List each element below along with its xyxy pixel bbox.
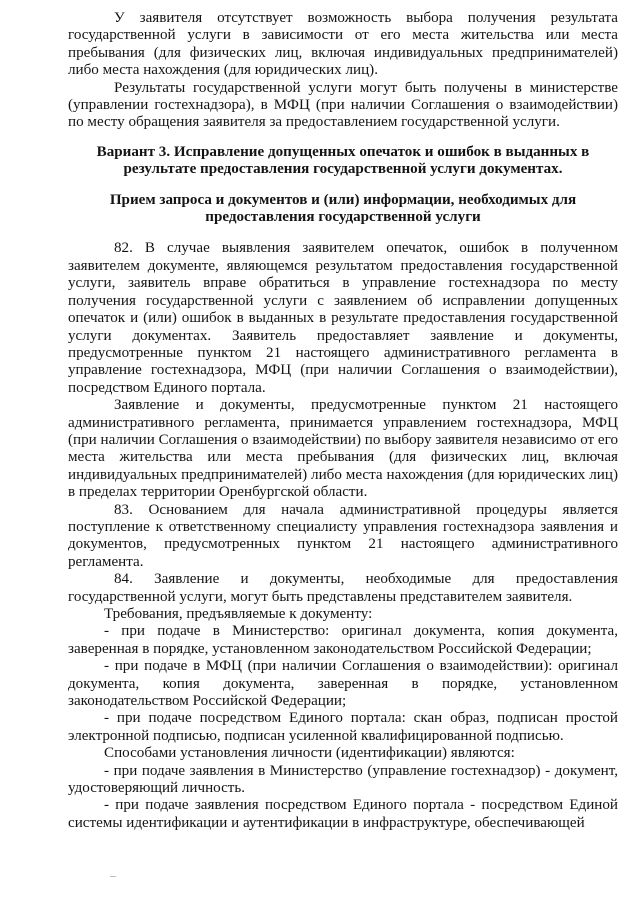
heading-reception: Прием запроса и документов и (или) информации, необходимых для предоставления государственной услуги bbox=[109, 191, 577, 226]
paragraph-acceptance: Заявление и документы, предусмотренные пунктом 21 настоящего административного регламента, принимается управлением гостехнадзора, МФЦ (при наличии Соглашения о взаимодействии) по выбору заявителя независимо от его места жительства или места пребывания (для физических лиц, включая индивидуальных предпринимателей) либо места нахождения (для юридических лиц) в пределах территории Оренбургской области. bbox=[68, 397, 618, 501]
paragraph-84: 84. Заявление и документы, необходимые для предоставления государственной услуги, могут быть представлены представителем заявителя. bbox=[68, 571, 618, 605]
paragraph-choice-of-result: У заявителя отсутствует возможность выбора получения результата государственной услуги в зависимости от его места жительства или места пребывания (для физических лиц, включая индивидуальных предпринимателей) либо места нахождения (для юридических лиц). bbox=[68, 10, 618, 79]
heading-variant-3: Вариант 3. Исправление допущенных опечаток и ошибок в выданных в результате предоставления государственной услуги документах. bbox=[96, 143, 590, 178]
paragraph-identification: Способами установления личности (идентификации) являются: bbox=[104, 745, 515, 762]
list-item-id-portal: - при подаче заявления посредством Единого портала - посредством Единой системы идентификации и аутентификации в инфраструктуре, обеспечивающей bbox=[68, 797, 618, 831]
paragraph-82: 82. В случае выявления заявителем опечаток, ошибок в полученном заявителем документе, являющемся результатом предоставления государственной услуги, заявитель вправе обратиться в управление гостехнадзора по месту получения государственной услуги с заявлением об исправлении допущенных опечаток и (или) ошибок в выданных в результате предоставления государственной услуги документах. Заявитель предоставляет заявление и документы, предусмотренные пунктом 21 настоящего административного регламента в управление гостехнадзора, МФЦ (при наличии Соглашения о взаимодействии), посредством Единого портала. bbox=[68, 240, 618, 396]
paragraph-requirements: Требования, предъявляемые к документу: bbox=[104, 606, 373, 622]
list-item-mfc: - при подаче в МФЦ (при наличии Соглашения о взаимодействии): оригинал документа, копия документа, заверенная в порядке, установленном законодательством Российской Федерации; bbox=[68, 658, 618, 710]
paragraph-results-received: Результаты государственной услуги могут быть получены в министерстве (управлении гостехнадзора), в МФЦ (при наличии Соглашения о взаимодействии) по месту обращения заявителя за предоставлением государственной услуги. bbox=[68, 79, 618, 131]
scan-artifact bbox=[110, 876, 116, 877]
list-item-ministry: - при подаче в Министерство: оригинал документа, копия документа, заверенная в порядке, установленном законодательством Российской Федерации; bbox=[68, 623, 618, 657]
list-item-id-ministry: - при подаче заявления в Министерство (управление гостехнадзор) - документ, удостоверяющий личность. bbox=[68, 762, 618, 797]
document-page bbox=[68, 10, 618, 832]
paragraph-83: 83. Основанием для начала административной процедуры является поступление к ответственному специалисту управления гостехнадзора заявления и документов, предусмотренных пунктом 21 настоящего административного регламента. bbox=[68, 501, 618, 570]
list-item-portal: - при подаче посредством Единого портала: скан образ, подписан простой электронной подписью, подписан усиленной квалифицированной подписью. bbox=[68, 710, 618, 744]
